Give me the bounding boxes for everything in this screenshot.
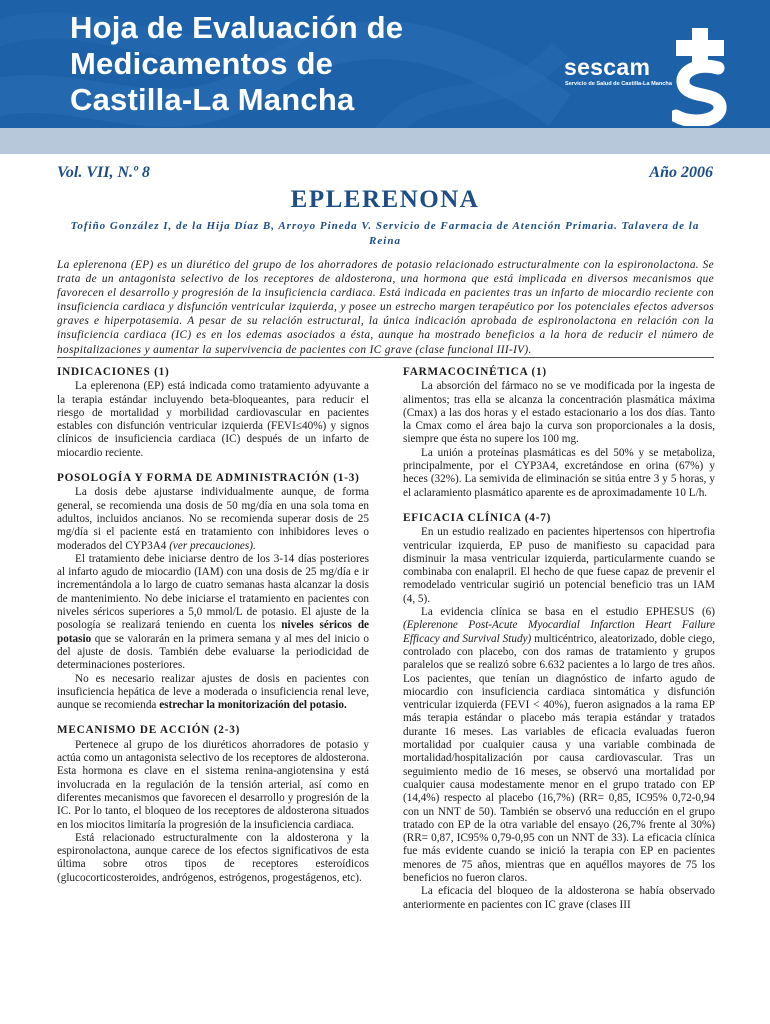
- logo-subtitle: Servicio de Salud de Castilla-La Mancha: [565, 81, 672, 87]
- publication-title-line-3: Castilla-La Mancha: [70, 82, 355, 117]
- paragraph: [57, 673, 369, 713]
- heading-farmacocinetica: FARMACOCINÉTICA (1): [403, 366, 547, 378]
- text-run: La evidencia clínica se basa en el estudio EPHESUS (6): [421, 606, 715, 619]
- left-column: [57, 366, 369, 897]
- header-strip: [0, 128, 770, 154]
- paragraph: La eficacia del bloqueo de la aldosterona se había observado anteriormente en pacientes con IC grave (clases III: [403, 885, 715, 911]
- header-band: [0, 0, 770, 128]
- text-run-bold: estrechar la monitorización del potasio.: [159, 699, 347, 712]
- section-posologia: [57, 472, 369, 712]
- publication-year: Año 2006: [649, 164, 713, 181]
- paragraph: Está relacionado estructuralmente con la aldosterona y la espironolactona, aunque carece de los efectos significativos de esta última sobre otros tipos de receptores esteroídicos (glucocorticosteroides, andrógenos, estrógenos, progestágenos, etc).: [57, 831, 369, 884]
- drug-title: EPLERENONA: [290, 186, 480, 213]
- section-indicaciones: [57, 366, 369, 460]
- authors-line: Tofiño González I, de la Hija Díaz B, Arroyo Pineda V. Servicio de Farmacia de Atención Primaria. Talavera de la Reina: [70, 220, 700, 247]
- text-run: No es necesario realizar ajustes de dosis en pacientes con insuficiencia hepática de leve a moderada o insuficiencia renal leve, aunque se recomienda: [57, 672, 369, 712]
- heading-posologia: POSOLOGÍA Y FORMA DE ADMINISTRACIÓN (1-3): [57, 472, 360, 485]
- volume-number: Vol. VII, N.º 8: [57, 164, 150, 181]
- publication-title: [70, 10, 490, 118]
- paragraph: La eplerenona (EP) está indicada como tratamiento adyuvante a la terapia estándar incluyendo beta-bloqueantes, para reducir el riesgo de mortalidad y morbilidad cardiovascular en pacientes estables con disfunción ventricular izquierda (FEVI≤40%) y signos clínicos de insuficiencia cardiaca (IC) después de un infarto de miocardio reciente.: [57, 380, 369, 459]
- paragraph: La absorción del fármaco no se ve modificada por la ingesta de alimentos; tras ella se alcanza la concentración plasmática máxima (Cmax) a las dos horas y el estado estacionario a los dos días. Tanto la Cmax como el área bajo la curva son proporcionales a la dosis, siempre que ésta no supere los 100 mg.: [403, 380, 715, 446]
- section-mecanismo: [57, 724, 369, 885]
- paragraph: [403, 606, 715, 885]
- text-run-italic: (ver precauciones).: [169, 539, 256, 552]
- sescam-logo: [564, 24, 724, 124]
- text-run: La dosis debe ajustarse individualmente aunque, de forma general, se recomienda una dosis de 50 mg/día en una sola toma en adultos, incluidos ancianos. No se recomienda superar dosis de 25 mg/día si el paciente está en tratamiento con inhibidores leves o moderados del CYP3A4: [57, 486, 369, 552]
- publication-title-line-1: Hoja de Evaluación de: [70, 10, 404, 45]
- right-column: [403, 366, 715, 924]
- abstract: La eplerenona (EP) es un diurético del grupo de los ahorradores de potasio relacionado estructuralmente con la espironolactona. Se trata de un antagonista selectivo de los receptores de aldosterona, una hormona que está implicada en diversos mecanismos que favorecen el desarrollo y progresión de la insuficiencia cardiaca. Está indicada en pacientes tras un infarto de miocardio reciente con insuficiencia cardiaca y disfunción ventricular izquierda, y posee un estrecho margen terapéutico por los potenciales efectos adversos graves e hiperpotasemia. A pesar de su relación estructural, la única indicación aprobada de espironolactona en relación con la insuficiencia cardiaca (IC) es en los edemas asociados a ésta, aunque ha mostrado beneficios a la hora de reducir el número de hospitalizaciones y aumentar la supervivencia de pacientes con IC grave (clase funcional III-IV).: [57, 259, 714, 356]
- text-run-bold: niveles séricos de potasio: [57, 619, 370, 645]
- text-run: que se valorarán en la primera semana y al mes del inicio o del ajuste de dosis. También debe evaluarse la periodicidad de determinaciones posteriores.: [57, 632, 369, 672]
- paragraph: [57, 553, 369, 673]
- text-run: El tratamiento debe iniciarse dentro de los 3-14 días posteriores al infarto agudo de miocardio (IAM) con una dosis de 25 mg/día e ir incrementándola a lo largo de cuatro semanas hasta alcanzar la dosis de mantenimiento. No debe iniciarse el tratamiento en pacientes con niveles séricos superiores a 5,0 mmol/L de potasio. El ajuste de la posología se realizará teniendo en cuenta los: [57, 552, 369, 632]
- paragraph: Pertenece al grupo de los diuréticos ahorradores de potasio y actúa como un antagonista selectivo de los receptores de aldosterona. Esta hormona es clave en el sistema renina-angiotensina y está involucrada en la regulación de la tensión arterial, así como en diferentes mecanismos que favorecen el desarrollo y progresión de la IC. Por lo tanto, el bloqueo de los receptores de aldosterona situados en los miocitos limitaría la progresión de la insuficiencia cardiaca.: [57, 738, 369, 831]
- publication-title-line-2: Medicamentos de: [70, 46, 334, 81]
- paragraph: [57, 486, 369, 552]
- heading-eficacia: EFICACIA CLÍNICA (4-7): [403, 511, 552, 524]
- sescam-s-cross-icon: [672, 28, 728, 126]
- section-eficacia: [403, 512, 715, 912]
- heading-indicaciones: INDICACIONES (1): [57, 366, 170, 378]
- text-run: multicéntrico, aleatorizado, doble ciego, controlado con placebo, con dos ramas de tratamiento y grupos paralelos que se realizó sobre 6.632 pacientes a lo largo de tres años. Los pacientes, que tenían un diagnóstico de infarto agudo de miocardio con insuficiencia cardiaca sintomática y disfunción ventricular izquierda (FEVI < 40%), fueron asignados a la rama EP más terapia estándar o placebo más terapia estándar y tratados durante 16 meses. Las variables de eficacia evaluadas fueron mortalidad por cualquier causa y una variable combinada de mortalidad/hospitalización por causa cardiovascular. Tras un seguimiento medio de 16 meses, se observó una mortalidad por cualquier causa modestamente menor en el grupo tratado con EP (14,4%) respecto al placebo (16,7%) (RR= 0,85, IC95% 0,72-0,94 con un NNT de 50). También se observó una reducción en el grupo tratado con EP de la otra variable del ensayo (26,7% frente al 30%) (RR= 0,87, IC95% 0,79-0,95 con un NNT de 33). La eficacia clínica fue más evidente cuando se inició la terapia con EP en pacientes menores de 75 años, mientras que en aquéllos mayores de 75 los beneficios no fueron claros.: [403, 632, 715, 884]
- section-farmacocinetica: [403, 366, 715, 500]
- paragraph: En un estudio realizado en pacientes hipertensos con hipertrofia ventricular izquierda, EP puso de manifiesto su capacidad para disminuir la masa ventricular izquierda, particularmente cuando se combinaba con enalapril. El hecho de que fuese capaz de prevenir el remodelado ventricular sugirió un potencial beneficio tras un IAM (4, 5).: [403, 526, 715, 605]
- section-divider: [57, 357, 714, 358]
- logo-wordmark: sescam: [564, 54, 651, 80]
- heading-mecanismo: MECANISMO DE ACCIÓN (2-3): [57, 724, 241, 737]
- text-run-italic: (Eplerenone Post-Acute Myocardial Infarction Heart Failure Efficacy and Survival Study): [403, 619, 715, 645]
- paragraph: La unión a proteínas plasmáticas es del 50% y se metaboliza, principalmente, por el CYP3A4, excretándose en orina (67%) y heces (32%). La semivida de eliminación se sitúa entre 3 y 5 horas, y el aclaramiento plasmático aparente es de aproximadamente 10 L/h.: [403, 446, 715, 499]
